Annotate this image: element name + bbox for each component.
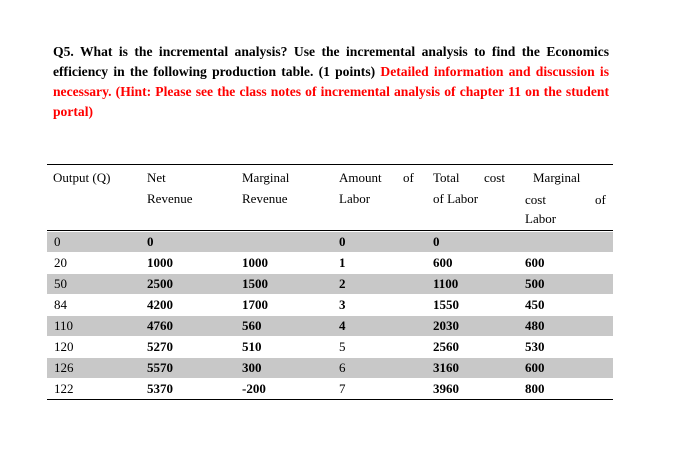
cell-marginal-revenue: 1000: [242, 255, 268, 270]
cell-marginal-revenue: 1500: [242, 276, 268, 291]
cell-labor: 5: [339, 339, 346, 354]
header-total-cost-word-total: Total: [433, 170, 460, 185]
cell-output: 122: [54, 381, 74, 396]
header-net-revenue-line1: Net: [147, 170, 166, 185]
table-row: [47, 379, 613, 399]
table-row: [47, 253, 613, 273]
cell-output: 120: [54, 339, 74, 354]
table-row: [47, 274, 613, 294]
table-row: [47, 295, 613, 315]
cell-net-revenue: 5270: [147, 339, 173, 354]
cell-total-cost: 3960: [433, 381, 459, 396]
cell-marginal-cost: 800: [525, 381, 545, 396]
cell-output: 84: [54, 297, 67, 312]
cell-labor: 0: [339, 234, 346, 249]
cell-net-revenue: 2500: [147, 276, 173, 291]
cell-net-revenue: 4760: [147, 318, 173, 333]
cell-total-cost: 2030: [433, 318, 459, 333]
cell-output: 0: [54, 234, 61, 249]
cell-total-cost: 2560: [433, 339, 459, 354]
cell-marginal-cost: 600: [525, 255, 545, 270]
header-labor-word-of: of: [403, 170, 414, 185]
header-marginal-cost-line1: Marginal: [533, 170, 581, 185]
cell-net-revenue: 4200: [147, 297, 173, 312]
cell-total-cost: 1100: [433, 276, 459, 291]
cell-marginal-revenue: 1700: [242, 297, 268, 312]
table-row: [47, 358, 613, 378]
header-labor-line2: Labor: [339, 191, 371, 206]
cell-total-cost: 600: [433, 255, 453, 270]
header-output: Output (Q): [53, 170, 111, 185]
cell-labor: 6: [339, 360, 346, 375]
cell-marginal-revenue: 300: [242, 360, 262, 375]
cell-output: 20: [54, 255, 67, 270]
header-marginal-cost-word-cost: cost: [525, 192, 546, 207]
question-prompt: Q5. What is the incremental analysis? Use the incremental analysis to find the Economics efficiency in the following production table. (1 points): [53, 44, 609, 79]
cell-marginal-cost: 530: [525, 339, 545, 354]
cell-labor: 1: [339, 255, 346, 270]
cell-labor: 7: [339, 381, 346, 396]
cell-total-cost: 3160: [433, 360, 459, 375]
cell-total-cost: 1550: [433, 297, 459, 312]
header-net-revenue-line2: Revenue: [147, 191, 193, 206]
question-text: [53, 42, 609, 122]
header-bottom-rule: [47, 230, 613, 231]
header-total-cost-line2: of Labor: [433, 191, 479, 206]
cell-marginal-revenue: -200: [242, 381, 266, 396]
cell-output: 50: [54, 276, 67, 291]
cell-marginal-cost: 500: [525, 276, 545, 291]
header-marginal-revenue-line1: Marginal: [242, 170, 290, 185]
header-marginal-cost-line3: Labor: [525, 211, 557, 226]
header-total-cost-word-cost: cost: [484, 170, 505, 185]
header-marginal-revenue-line2: Revenue: [242, 191, 288, 206]
cell-net-revenue: 0: [147, 234, 154, 249]
cell-output: 110: [54, 318, 74, 333]
table-row: [47, 232, 613, 252]
question-hint: Detailed information and discussion is necessary. (Hint: Please see the class notes of incremental analysis of chapter 11 on the student portal): [53, 64, 609, 119]
cell-total-cost: 0: [433, 234, 440, 249]
table-top-rule: [47, 164, 613, 165]
cell-output: 126: [54, 360, 74, 375]
header-marginal-cost-word-of: of: [595, 192, 606, 207]
cell-labor: 2: [339, 276, 346, 291]
cell-labor: 4: [339, 318, 346, 333]
cell-marginal-cost: 480: [525, 318, 545, 333]
cell-labor: 3: [339, 297, 346, 312]
cell-net-revenue: 1000: [147, 255, 173, 270]
cell-net-revenue: 5370: [147, 381, 173, 396]
cell-marginal-revenue: 510: [242, 339, 262, 354]
table-row: [47, 316, 613, 336]
cell-net-revenue: 5570: [147, 360, 173, 375]
cell-marginal-cost: 600: [525, 360, 545, 375]
header-labor-word-amount: Amount: [339, 170, 382, 185]
cell-marginal-revenue: 560: [242, 318, 262, 333]
table-row: [47, 337, 613, 357]
table-bottom-rule: [47, 399, 613, 400]
cell-marginal-cost: 450: [525, 297, 545, 312]
